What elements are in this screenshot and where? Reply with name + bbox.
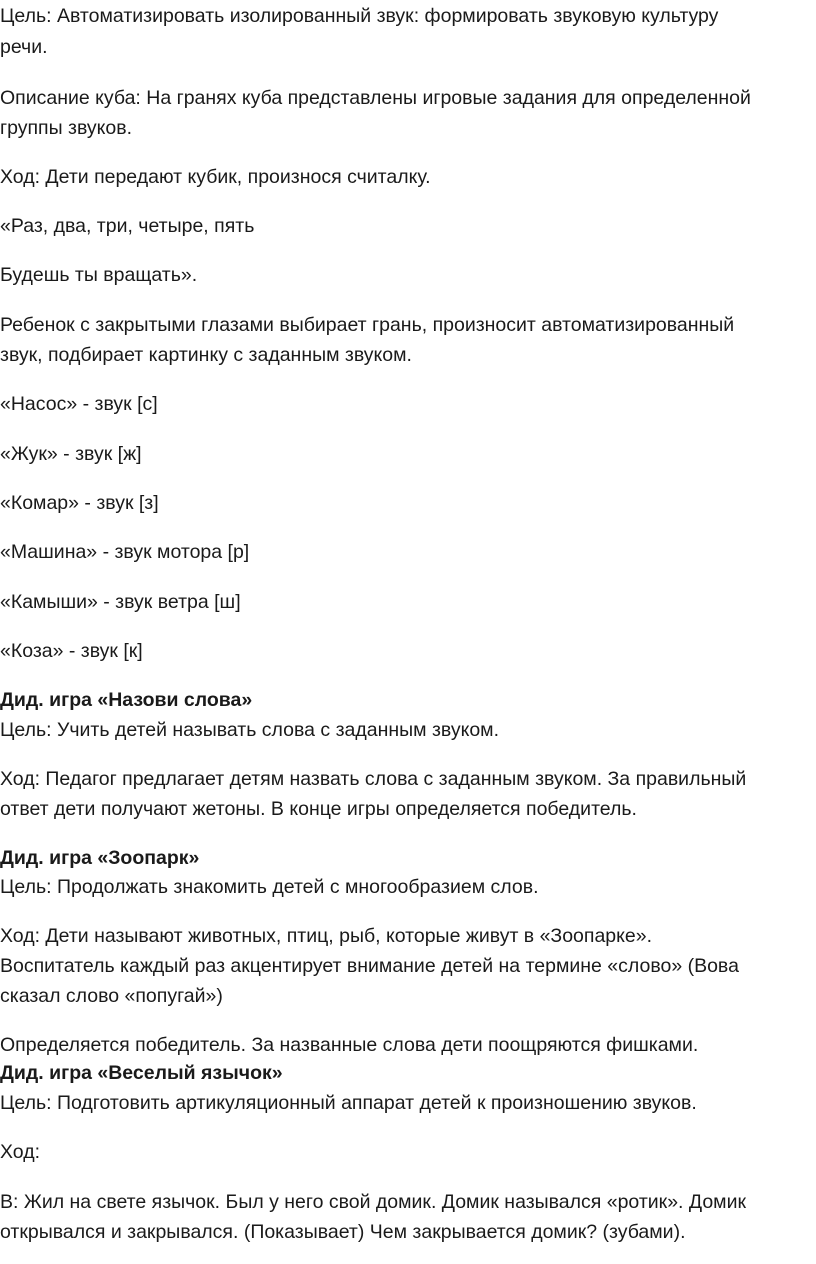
sound-item-3: «Комар» - звук [з] (0, 492, 159, 514)
game-3-procedure-label: Ход: (0, 1141, 40, 1163)
sound-item-6: «Коза» - звук [к] (0, 640, 143, 662)
goal-line-1: Цель: Автоматизировать изолированный звук: формировать звуковую культуру (0, 5, 719, 27)
game-3-story-line-2: открывался и закрывался. (Показывает) Чем закрывается домик? (зубами). (0, 1221, 686, 1243)
game-3-goal: Цель: Подготовить артикуляционный аппарат детей к произношению звуков. (0, 1092, 697, 1114)
cube-description-line-1: Описание куба: На гранях куба представлены игровые задания для определенной (0, 87, 751, 109)
sound-item-1: «Насос» - звук [с] (0, 393, 158, 415)
child-action-line-2: звук, подбирает картинку с заданным звуком. (0, 344, 412, 366)
game-2-goal: Цель: Продолжать знакомить детей с многообразием слов. (0, 876, 539, 898)
game-2-procedure-line-2: Воспитатель каждый раз акцентирует внимание детей на термине «слово» (Вова (0, 955, 739, 977)
game-1-procedure-line-1: Ход: Педагог предлагает детям назвать слова с заданным звуком. За правильный (0, 768, 747, 790)
game-1-procedure-line-2: ответ дети получают жетоны. В конце игры определяется победитель. (0, 798, 637, 820)
game-3-story-line-1: В: Жил на свете язычок. Был у него свой домик. Домик назывался «ротик». Домик (0, 1191, 746, 1213)
game-heading-name-words: Дид. игра «Назови слова» (0, 689, 253, 711)
goal-line-2: речи. (0, 36, 48, 58)
game-1-goal: Цель: Учить детей называть слова с заданным звуком. (0, 719, 499, 741)
child-action-line-1: Ребенок с закрытыми глазами выбирает грань, произносит автоматизированный (0, 314, 735, 336)
game-heading-zoo: Дид. игра «Зоопарк» (0, 847, 200, 869)
procedure-line: Ход: Дети передают кубик, произнося считалку. (0, 166, 431, 188)
sound-item-4: «Машина» - звук мотора [р] (0, 541, 250, 563)
rhyme-line-2: Будешь ты вращать». (0, 264, 198, 286)
rhyme-line-1: «Раз, два, три, четыре, пять (0, 215, 255, 237)
cube-description-line-2: группы звуков. (0, 117, 133, 139)
sound-item-5: «Камыши» - звук ветра [ш] (0, 591, 241, 613)
game-2-procedure-line-3: сказал слово «попугай») (0, 985, 223, 1007)
game-2-procedure-line-1: Ход: Дети называют животных, птиц, рыб, которые живут в «Зоопарке». (0, 925, 653, 947)
game-heading-merry-tongue: Дид. игра «Веселый язычок» (0, 1062, 283, 1084)
game-2-winner-line: Определяется победитель. За названные слова дети поощряются фишками. (0, 1034, 699, 1056)
sound-item-2: «Жук» - звук [ж] (0, 443, 142, 465)
